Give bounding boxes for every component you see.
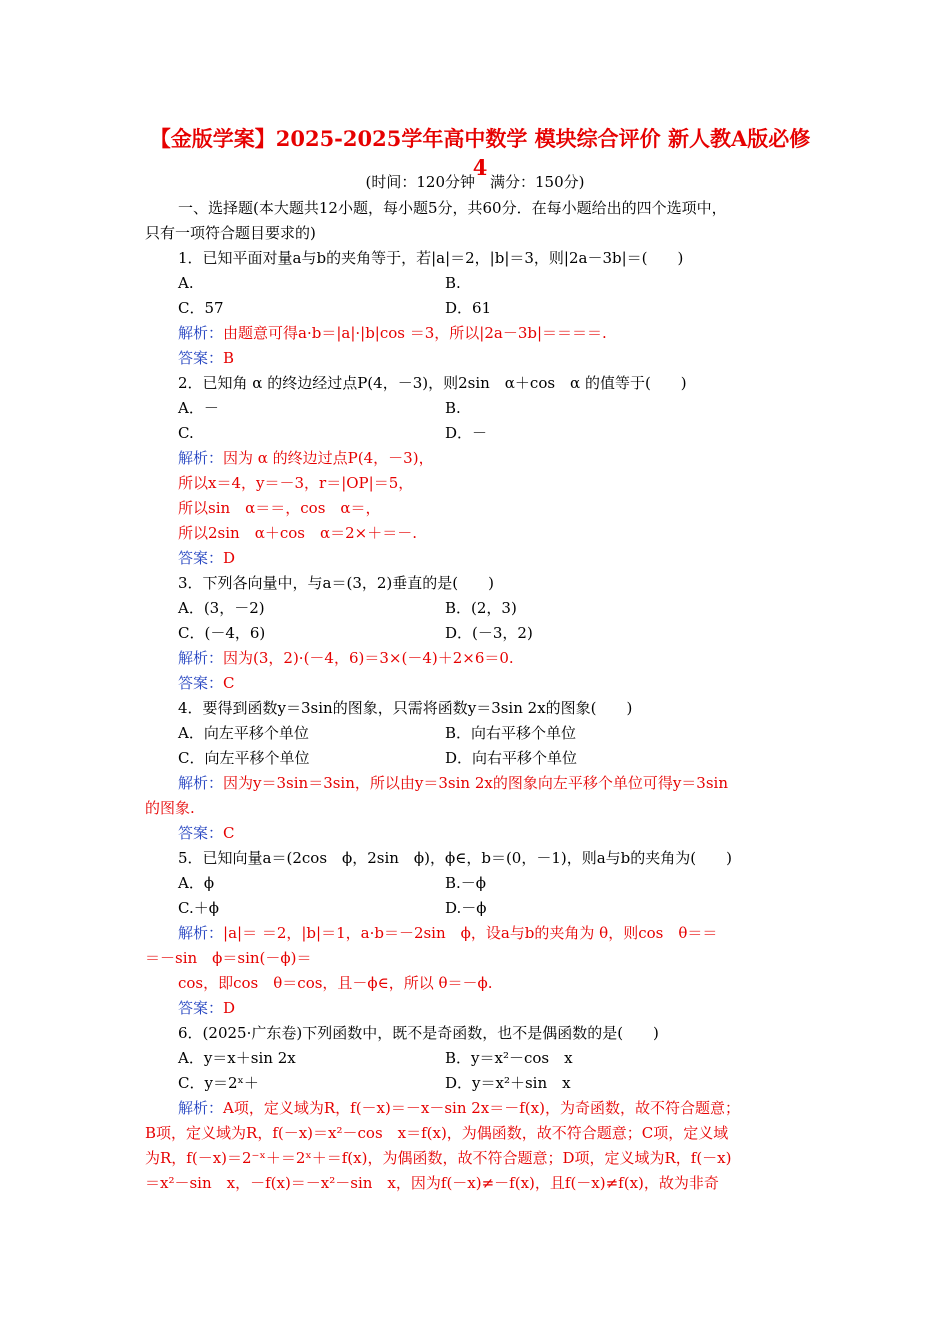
question-5-option-c: C.＋ϕ (178, 899, 219, 917)
solution-text: 因为y＝3sin＝3sin，所以由y＝3sin 2x的图象向左平移个单位可得y＝3sin (223, 774, 729, 792)
question-1-option-b: B. (445, 274, 461, 292)
question-1-stem: 1．已知平面对量a与b的夹角等于，若|a|＝2，|b|＝3，则|2a－3b|＝( ) (178, 249, 684, 267)
answer-value: D (223, 999, 236, 1017)
question-4-solution-line-2: 的图象. (145, 799, 195, 817)
question-2-option-c: C. (178, 424, 194, 442)
question-6-solution-line-2: B项，定义域为R，f(－x)＝x²－cos x＝f(x)，为偶函数，故不符合题意；C项，定义域 (145, 1124, 729, 1142)
solution-label: 解析： (178, 1099, 224, 1117)
question-1-answer (178, 348, 234, 368)
solution-text: 因为 α 的终边过点P(4，－3)， (223, 449, 434, 467)
question-2-solution (178, 448, 434, 468)
question-6-option-b: B．y＝x²－cos x (445, 1049, 573, 1067)
question-1-option-a: A. (178, 274, 194, 292)
solution-label: 解析： (178, 649, 224, 667)
solution-text: |a|＝ ＝2，|b|＝1，a·b＝－2sin ϕ，设a与b的夹角为 θ，则cos θ＝＝ (223, 924, 718, 942)
question-5-option-b: B.－ϕ (445, 874, 487, 892)
question-3-stem: 3．下列各向量中，与a＝(3，2)垂直的是( ) (178, 574, 494, 592)
question-6-solution-line-3: 为R，f(－x)＝2⁻ˣ＋＝2ˣ＋＝f(x)，为偶函数，故不符合题意；D项，定义域为R，f(－x) (145, 1149, 732, 1167)
question-3-option-c: C．(－4，6) (178, 624, 266, 642)
question-6-option-a: A．y＝x＋sin 2x (178, 1049, 296, 1067)
question-2-answer (178, 548, 235, 568)
answer-label: 答案： (178, 349, 224, 367)
answer-value: C (223, 674, 235, 692)
section-heading: 一、选择题(本大题共12小题，每小题5分，共60分．在每小题给出的四个选项中， (178, 199, 727, 217)
answer-value: C (223, 824, 235, 842)
question-3-solution (178, 648, 514, 668)
question-5-stem: 5．已知向量a＝(2cos ϕ，2sin ϕ)，ϕ∈，b＝(0，－1)，则a与b的夹角为( ) (178, 849, 732, 867)
question-2-solution-line-3: 所以sin α＝＝，cos α＝， (178, 499, 381, 517)
question-5-option-d: D.－ϕ (445, 899, 487, 917)
question-3-option-b: B．(2，3) (445, 599, 517, 617)
question-6-solution (178, 1098, 740, 1118)
answer-label: 答案： (178, 999, 224, 1017)
solution-label: 解析： (178, 449, 224, 467)
answer-label: 答案： (178, 549, 224, 567)
answer-label: 答案： (178, 824, 224, 842)
solution-text: 因为(3，2)·(－4，6)＝3×(－4)＋2×6＝0. (223, 649, 514, 667)
question-2-option-a: A．－ (178, 399, 219, 417)
question-1-option-d: D．61 (445, 299, 492, 317)
question-5-solution-line-2: ＝－sin ϕ＝sin(－ϕ)＝ (145, 949, 312, 967)
exam-info: (时间：120分钟 满分：150分) (365, 173, 585, 191)
question-6-solution-line-4: ＝x²－sin x，－f(x)＝－x²－sin x，因为f(－x)≠－f(x)，且f(－x)≠f(x)，故为非奇 (145, 1174, 719, 1192)
answer-value: B (223, 349, 235, 367)
question-5-solution (178, 923, 717, 943)
question-6-option-c: C．y＝2ˣ＋ (178, 1074, 259, 1092)
question-4-option-d: D．向右平移个单位 (445, 749, 578, 767)
question-1-option-c: C．57 (178, 299, 224, 317)
section-heading-cont: 只有一项符合题目要求的) (145, 224, 316, 242)
question-2-stem: 2．已知角 α 的终边经过点P(4，－3)，则2sin α＋cos α 的值等于( ) (178, 374, 687, 392)
question-4-answer (178, 823, 235, 843)
page-title: 【金版学案】2025-2025学年高中数学 模块综合评价 新人教A版必修4 (149, 126, 811, 180)
question-3-option-a: A．(3，－2) (178, 599, 265, 617)
question-5-answer (178, 998, 235, 1018)
answer-value: D (223, 549, 236, 567)
question-2-solution-line-4: 所以2sin α＋cos α＝2×＋＝－. (178, 524, 417, 542)
solution-label: 解析： (178, 324, 224, 342)
answer-label: 答案： (178, 674, 224, 692)
question-5-option-a: A．ϕ (178, 874, 215, 892)
question-2-option-b: B. (445, 399, 461, 417)
question-6-option-d: D．y＝x²＋sin x (445, 1074, 571, 1092)
question-4-option-b: B．向右平移个单位 (445, 724, 577, 742)
solution-label: 解析： (178, 924, 224, 942)
question-4-stem: 4．要得到函数y＝3sin的图象，只需将函数y＝3sin 2x的图象( ) (178, 699, 633, 717)
solution-text: 由题意可得a·b＝|a|·|b|cos ＝3，所以|2a－3b|＝＝＝＝. (223, 324, 607, 342)
question-3-option-d: D．(－3，2) (445, 624, 533, 642)
question-4-option-a: A．向左平移个单位 (178, 724, 309, 742)
solution-text: A项，定义域为R，f(－x)＝－x－sin 2x＝－f(x)，为奇函数，故不符合题意； (223, 1099, 740, 1117)
question-6-stem: 6．(2025·广东卷)下列函数中，既不是奇函数，也不是偶函数的是( ) (178, 1024, 659, 1042)
question-3-answer (178, 673, 235, 693)
question-5-solution-line-3: cos，即cos θ＝cos，且－ϕ∈，所以 θ＝－ϕ. (178, 974, 493, 992)
question-2-option-d: D．－ (445, 424, 488, 442)
solution-label: 解析： (178, 774, 224, 792)
question-4-solution (178, 773, 728, 793)
question-2-solution-line-2: 所以x＝4，y＝－3，r＝|OP|＝5， (178, 474, 414, 492)
question-4-option-c: C．向左平移个单位 (178, 749, 310, 767)
question-1-solution (178, 323, 607, 343)
